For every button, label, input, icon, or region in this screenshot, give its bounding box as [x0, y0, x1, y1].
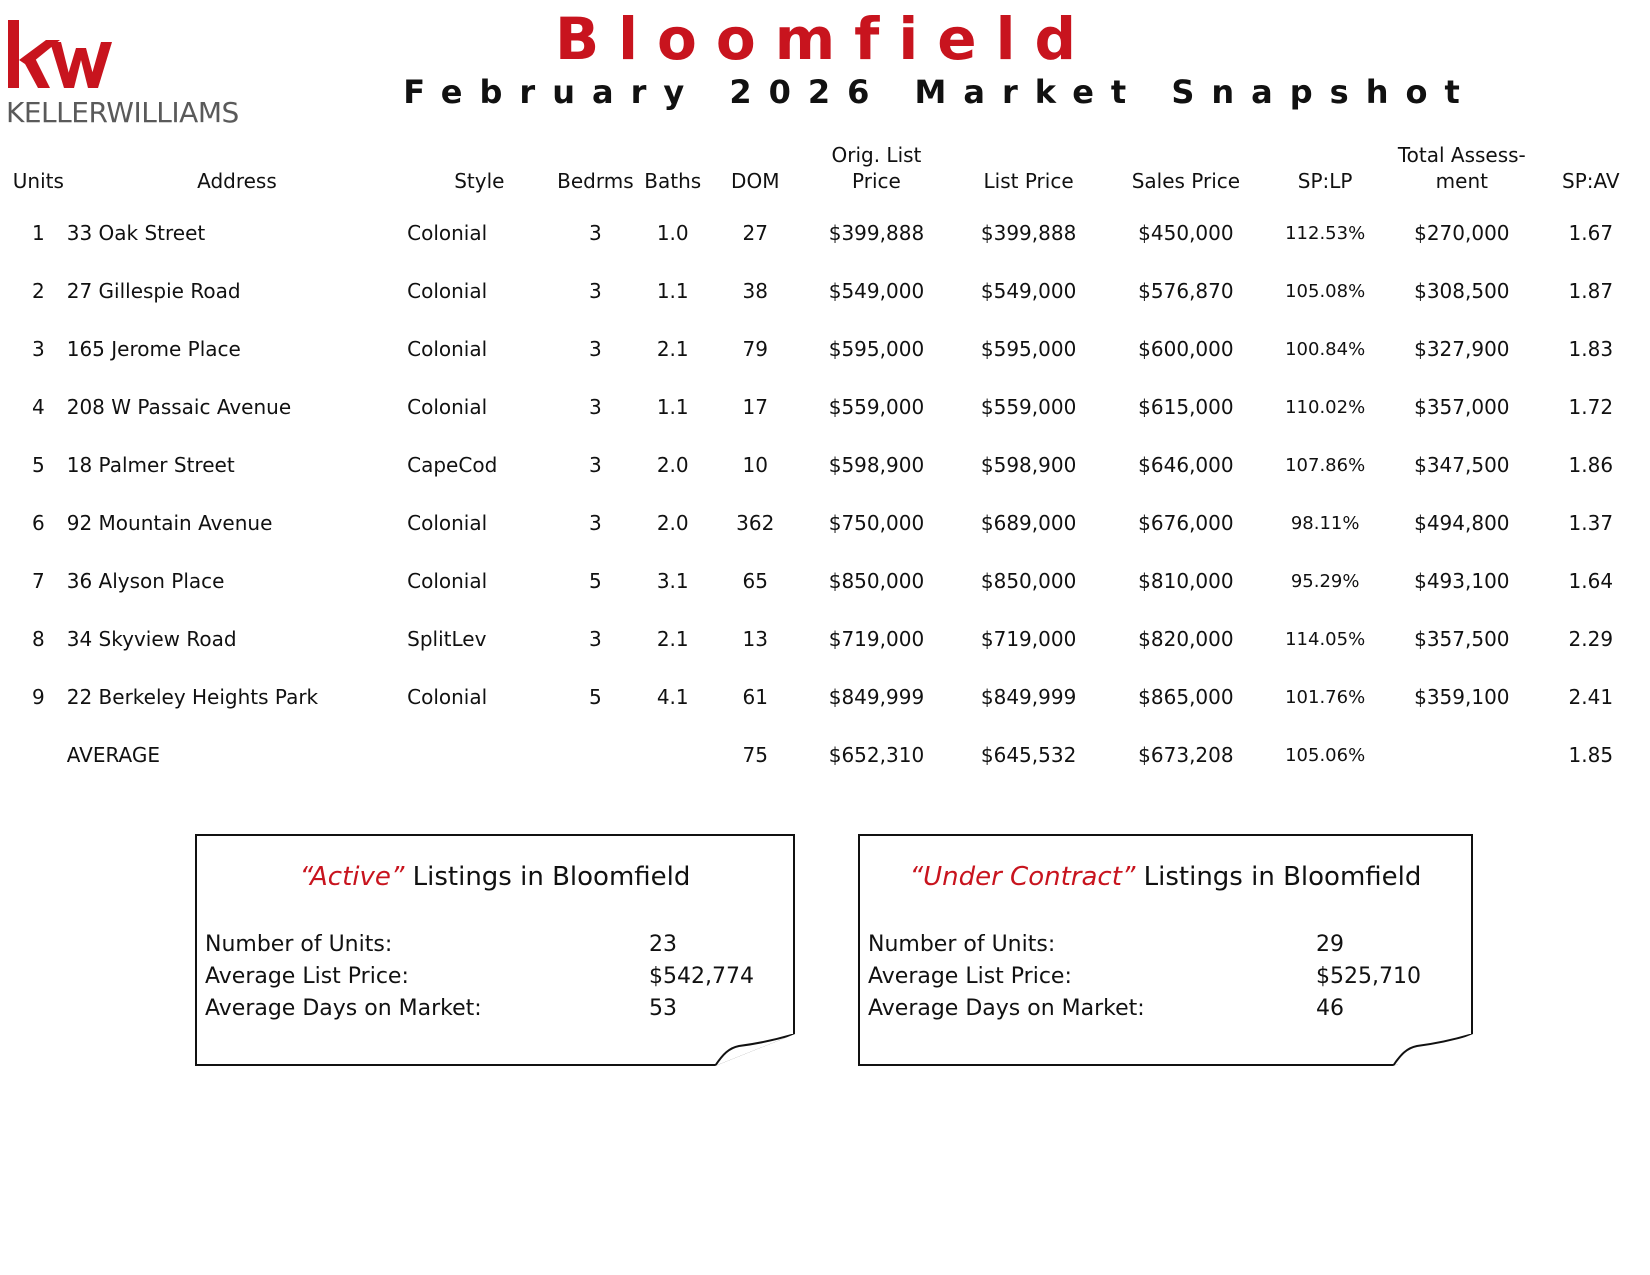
active-units-label: Number of Units:	[205, 932, 393, 957]
cell-bedrooms: 5	[589, 685, 602, 709]
under-contract-units-label: Number of Units:	[868, 932, 1056, 957]
active-price-label: Average List Price:	[205, 964, 409, 989]
cell-bedrooms: 3	[589, 279, 602, 303]
table-row	[10, 204, 1645, 262]
cell-style: Colonial	[407, 279, 488, 303]
table-header-row	[10, 124, 1645, 204]
under-contract-listings-card	[858, 834, 1473, 1066]
cell-total-assessment: $270,000	[1414, 221, 1510, 245]
cell-days-on-market: 13	[742, 627, 768, 651]
cell-style: CapeCod	[407, 453, 498, 477]
col-header: Units	[12, 169, 64, 193]
cell-orig-list-price: $595,000	[828, 337, 925, 361]
under-contract-units-value: 29	[1316, 932, 1344, 957]
col-header: Address	[197, 169, 277, 193]
cell-style: Colonial	[407, 685, 488, 709]
cell-sp-lp-ratio: 110.02%	[1285, 396, 1366, 418]
cell-total-assessment: $327,900	[1414, 337, 1510, 361]
cell-sales-price: $676,000	[1138, 511, 1234, 535]
cell-sp-av-ratio: 1.67	[1568, 221, 1614, 245]
cell-orig-list-price: $549,000	[828, 279, 925, 303]
cell-bedrooms: 3	[589, 337, 602, 361]
cell-sales-price: $600,000	[1138, 337, 1234, 361]
cell-bedrooms: 5	[589, 569, 602, 593]
cell-baths: 4.1	[656, 685, 689, 709]
cell-address: 165 Jerome Place	[66, 337, 241, 361]
cell-sp-av-ratio: 2.41	[1568, 685, 1614, 709]
cell-sp-av-ratio: 1.72	[1568, 395, 1614, 419]
cell-days-on-market: 65	[742, 569, 768, 593]
cell-unit-number: 8	[32, 627, 45, 651]
table-row	[10, 320, 1645, 378]
col-header: DOM	[731, 169, 780, 193]
cell-address: 33 Oak Street	[66, 221, 206, 245]
average-label: AVERAGE	[66, 743, 161, 767]
active-listings-card	[195, 834, 795, 1066]
active-card-title	[197, 862, 793, 892]
cell-total-assessment: $359,100	[1414, 685, 1510, 709]
cell-address: 36 Alyson Place	[66, 569, 225, 593]
cell-address: 92 Mountain Avenue	[66, 511, 273, 535]
table-row	[10, 262, 1645, 320]
cell-sales-price: $810,000	[1138, 569, 1234, 593]
col-header: Style	[454, 169, 505, 193]
cell-list-price: $849,999	[980, 685, 1077, 709]
active-price-value: $542,774	[649, 964, 754, 989]
cell-sp-lp-ratio: 107.86%	[1285, 454, 1366, 476]
brand-name: KELLERWILLIAMS	[6, 96, 239, 129]
cell-list-price: $549,000	[980, 279, 1077, 303]
cell-bedrooms: 3	[589, 627, 602, 651]
cell-sp-lp-ratio: 112.53%	[1285, 222, 1366, 244]
cell-orig-list-price: $399,888	[828, 221, 925, 245]
cell-sales-price: $646,000	[1138, 453, 1234, 477]
cell-list-price: $719,000	[980, 627, 1077, 651]
cell-bedrooms: 3	[589, 453, 602, 477]
col-header: SP:LP	[1297, 169, 1353, 193]
average-sp-lp: 105.06%	[1285, 744, 1366, 766]
cell-list-price: $598,900	[980, 453, 1077, 477]
average-dom: 75	[742, 743, 768, 767]
cell-style: SplitLev	[407, 627, 487, 651]
sales-table	[10, 124, 1645, 784]
cell-address: 208 W Passaic Avenue	[66, 395, 292, 419]
cell-unit-number: 2	[32, 279, 45, 303]
cell-total-assessment: $493,100	[1414, 569, 1510, 593]
cell-baths: 2.1	[656, 627, 689, 651]
cell-list-price: $399,888	[980, 221, 1077, 245]
cell-style: Colonial	[407, 511, 488, 535]
cell-baths: 2.0	[656, 453, 689, 477]
active-highlight: “Active”	[299, 862, 405, 892]
cell-baths: 1.1	[656, 279, 689, 303]
cell-total-assessment: $494,800	[1414, 511, 1510, 535]
cell-sp-av-ratio: 2.29	[1568, 627, 1614, 651]
under-contract-highlight: “Under Contract”	[909, 862, 1136, 892]
under-contract-dom-label: Average Days on Market:	[868, 996, 1145, 1021]
cell-orig-list-price: $849,999	[828, 685, 925, 709]
cell-sp-av-ratio: 1.37	[1568, 511, 1614, 535]
cell-total-assessment: $357,500	[1414, 627, 1510, 651]
cell-address: 27 Gillespie Road	[66, 279, 241, 303]
cell-total-assessment: $308,500	[1414, 279, 1510, 303]
cell-baths: 2.0	[656, 511, 689, 535]
cell-baths: 1.0	[656, 221, 689, 245]
cell-unit-number: 4	[32, 395, 45, 419]
average-row	[10, 726, 1645, 784]
table-row	[10, 378, 1645, 436]
cell-orig-list-price: $559,000	[828, 395, 925, 419]
cell-total-assessment: $347,500	[1414, 453, 1510, 477]
active-dom-label: Average Days on Market:	[205, 996, 482, 1021]
table-row	[10, 610, 1645, 668]
cell-sales-price: $615,000	[1138, 395, 1234, 419]
cell-sales-price: $820,000	[1138, 627, 1234, 651]
under-contract-card-title	[860, 862, 1471, 892]
cell-orig-list-price: $850,000	[828, 569, 925, 593]
cell-baths: 1.1	[656, 395, 689, 419]
cell-bedrooms: 3	[589, 511, 602, 535]
cell-sales-price: $450,000	[1138, 221, 1234, 245]
cell-address: 22 Berkeley Heights Park	[66, 685, 319, 709]
under-contract-title-rest: Listings in Bloomfield	[1135, 862, 1422, 892]
page-subtitle: February 2026 Market Snapshot	[403, 73, 1477, 111]
cell-total-assessment: $357,000	[1414, 395, 1510, 419]
cell-unit-number: 7	[32, 569, 45, 593]
cell-sp-lp-ratio: 95.29%	[1290, 570, 1360, 592]
cell-unit-number: 3	[32, 337, 45, 361]
cell-days-on-market: 362	[736, 511, 775, 535]
cell-list-price: $850,000	[980, 569, 1077, 593]
average-orig-price: $652,310	[828, 743, 925, 767]
cell-orig-list-price: $750,000	[828, 511, 925, 535]
table-row	[10, 552, 1645, 610]
cell-address: 18 Palmer Street	[66, 453, 235, 477]
under-contract-price-value: $525,710	[1316, 964, 1421, 989]
cell-baths: 2.1	[656, 337, 689, 361]
cell-style: Colonial	[407, 337, 488, 361]
col-header: Orig. List Price	[831, 143, 922, 193]
cell-days-on-market: 27	[742, 221, 768, 245]
table-row	[10, 668, 1645, 726]
average-sp-av: 1.85	[1568, 743, 1614, 767]
cell-sp-av-ratio: 1.64	[1568, 569, 1614, 593]
col-header: Sales Price	[1131, 169, 1241, 193]
cell-days-on-market: 79	[742, 337, 768, 361]
active-title-rest: Listings in Bloomfield	[404, 862, 691, 892]
cell-unit-number: 9	[32, 685, 45, 709]
cell-sp-lp-ratio: 100.84%	[1285, 338, 1366, 360]
cell-sales-price: $865,000	[1138, 685, 1234, 709]
cell-bedrooms: 3	[589, 221, 602, 245]
cell-sp-av-ratio: 1.86	[1568, 453, 1614, 477]
cell-orig-list-price: $598,900	[828, 453, 925, 477]
average-sales-price: $673,208	[1138, 743, 1234, 767]
cell-days-on-market: 38	[742, 279, 768, 303]
col-header: Total Assess-ment	[1397, 143, 1526, 193]
active-units-value: 23	[649, 932, 677, 957]
cell-bedrooms: 3	[589, 395, 602, 419]
under-contract-price-label: Average List Price:	[868, 964, 1072, 989]
cell-style: Colonial	[407, 569, 488, 593]
cell-list-price: $595,000	[980, 337, 1077, 361]
page-curl-icon	[1393, 1034, 1473, 1066]
cell-address: 34 Skyview Road	[66, 627, 237, 651]
cell-sp-lp-ratio: 114.05%	[1285, 628, 1366, 650]
col-header: List Price	[983, 169, 1074, 193]
cell-baths: 3.1	[656, 569, 689, 593]
cell-style: Colonial	[407, 221, 488, 245]
cell-sp-lp-ratio: 101.76%	[1285, 686, 1366, 708]
cell-sp-lp-ratio: 98.11%	[1290, 512, 1360, 534]
under-contract-dom-value: 46	[1316, 996, 1344, 1021]
table-row	[10, 494, 1645, 552]
cell-unit-number: 5	[32, 453, 45, 477]
cell-sp-av-ratio: 1.87	[1568, 279, 1614, 303]
cell-days-on-market: 17	[742, 395, 768, 419]
page-title: Bloomfield	[554, 5, 1096, 73]
col-header: SP:AV	[1562, 169, 1620, 193]
cell-unit-number: 1	[32, 221, 45, 245]
cell-sp-lp-ratio: 105.08%	[1285, 280, 1366, 302]
active-dom-value: 53	[649, 996, 677, 1021]
cell-unit-number: 6	[32, 511, 45, 535]
cell-days-on-market: 10	[742, 453, 768, 477]
cell-sp-av-ratio: 1.83	[1568, 337, 1614, 361]
cell-list-price: $559,000	[980, 395, 1077, 419]
page-curl-icon	[715, 1034, 795, 1066]
average-list-price: $645,532	[980, 743, 1077, 767]
cell-days-on-market: 61	[742, 685, 768, 709]
cell-orig-list-price: $719,000	[828, 627, 925, 651]
col-header: Baths	[644, 169, 702, 193]
col-header: Bedrms	[557, 169, 634, 193]
table-row	[10, 436, 1645, 494]
cell-sales-price: $576,870	[1138, 279, 1234, 303]
cell-style: Colonial	[407, 395, 488, 419]
cell-list-price: $689,000	[980, 511, 1077, 535]
